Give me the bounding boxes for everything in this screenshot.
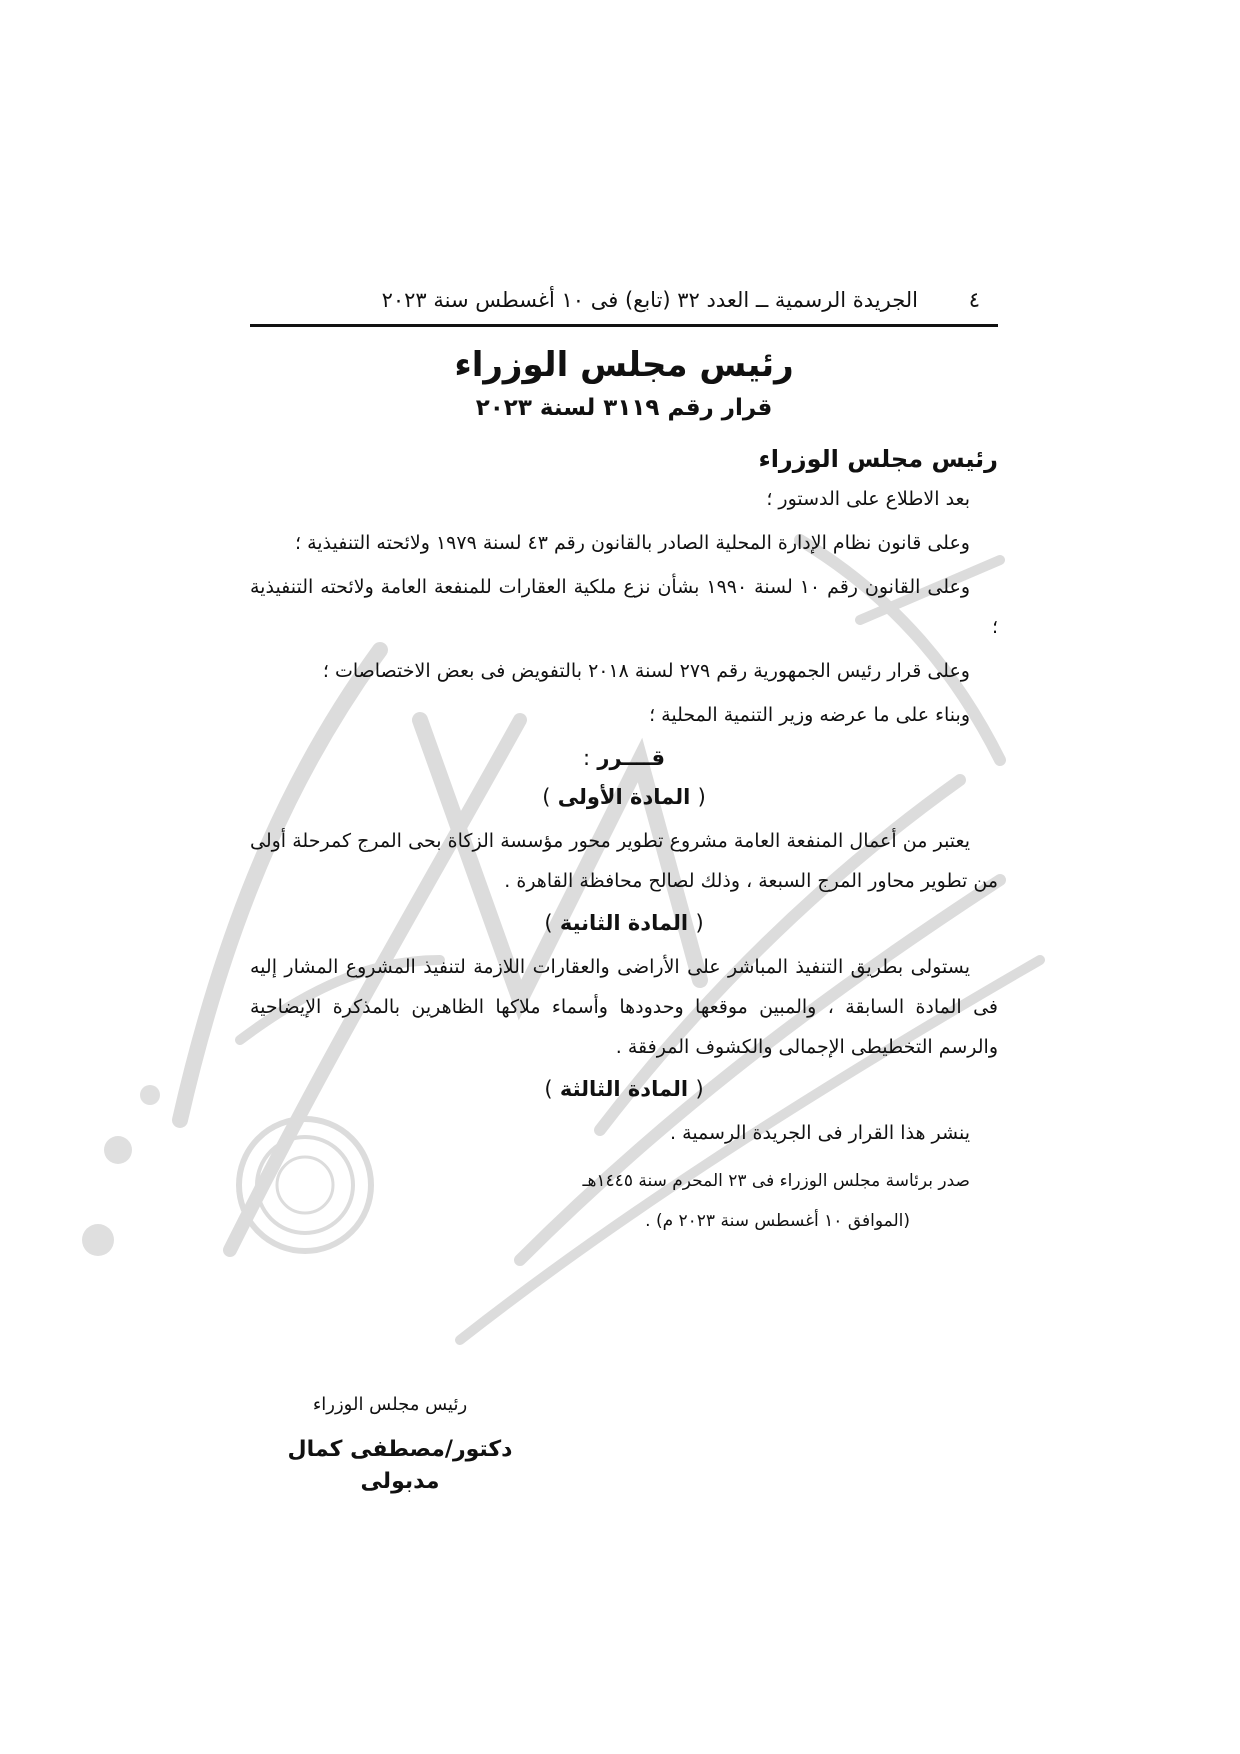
- decided-heading: [250, 741, 998, 775]
- paren-close: ): [542, 785, 551, 809]
- paren-open: (: [697, 785, 706, 809]
- signatory-title: رئيس مجلس الوزراء: [312, 1394, 468, 1415]
- preamble-clause: وعلى قانون نظام الإدارة المحلية الصادر بالقانون رقم ٤٣ لسنة ١٩٧٩ ولائحته التنفيذية ؛: [294, 532, 970, 554]
- page-number: ٤: [968, 288, 980, 312]
- preamble-clause: بعد الاطلاع على الدستور ؛: [766, 488, 970, 510]
- paren-open: (: [695, 1077, 704, 1101]
- paren-close: ): [544, 1077, 553, 1101]
- article-text: يستولى بطريق التنفيذ المباشر على الأراضى والعقارات اللازمة لتنفيذ المشروع المشار إليه فى المادة السابقة ، والمبين موقعها وحدودها وأسماء ملاكها الظاهرين بالمذكرة الإيضاحية والرسم التخطيطى الإجمالى والكشوف المرفقة .: [250, 956, 998, 1058]
- signatory-name: دكتور/مصطفى كمال مدبولى: [287, 1437, 513, 1494]
- preamble-clause: وعلى القانون رقم ١٠ لسنة ١٩٩٠ بشأن نزع ملكية العقارات للمنفعة العامة ولائحته التنفيذية ؛: [250, 576, 998, 638]
- document-title: رئيس مجلس الوزراء: [454, 345, 794, 385]
- decided-colon: :: [582, 746, 591, 770]
- article-3: [250, 1069, 998, 1153]
- article-heading: [250, 777, 998, 817]
- page-header: [250, 280, 998, 327]
- article-text: يعتبر من أعمال المنفعة العامة مشروع تطوير محور مؤسسة الزكاة بحى المرج كمرحلة أولى من تطوير محاور المرج السبعة ، وذلك لصالح محافظة القاهرة .: [250, 830, 998, 892]
- gazette-issue-line: الجريدة الرسمية ــ العدد ٣٢ (تابع) فى ١٠ أغسطس سنة ٢٠٢٣: [381, 288, 918, 312]
- article-1: [250, 777, 998, 901]
- decided-label: قــــرر: [597, 746, 665, 770]
- gregorian-date-line: (الموافق ١٠ أغسطس سنة ٢٠٢٣ م) .: [645, 1211, 910, 1231]
- article-title: المادة الثانية: [559, 911, 689, 935]
- paren-close: ): [544, 911, 553, 935]
- signature-block: [250, 1390, 550, 1498]
- article-heading: [250, 1069, 998, 1109]
- paren-open: (: [695, 911, 704, 935]
- issued-date-line: صدر برئاسة مجلس الوزراء فى ٢٣ المحرم سنة ١٤٤٥هـ: [582, 1171, 970, 1191]
- article-text: ينشر هذا القرار فى الجريدة الرسمية .: [670, 1122, 970, 1144]
- preamble-clause: وعلى قرار رئيس الجمهورية رقم ٢٧٩ لسنة ٢٠١٨ بالتفويض فى بعض الاختصاصات ؛: [322, 660, 970, 682]
- article-heading: [250, 903, 998, 943]
- article-title: المادة الأولى: [557, 785, 691, 809]
- gazette-page: [250, 280, 998, 1241]
- article-title: المادة الثالثة: [559, 1077, 689, 1101]
- decree-number: قرار رقم ٣١١٩ لسنة ٢٠٢٣: [475, 395, 773, 421]
- article-2: [250, 903, 998, 1067]
- preamble: [250, 479, 998, 735]
- preamble-clause: وبناء على ما عرضه وزير التنمية المحلية ؛: [649, 704, 970, 726]
- issuer-heading: رئيس مجلس الوزراء: [758, 445, 998, 473]
